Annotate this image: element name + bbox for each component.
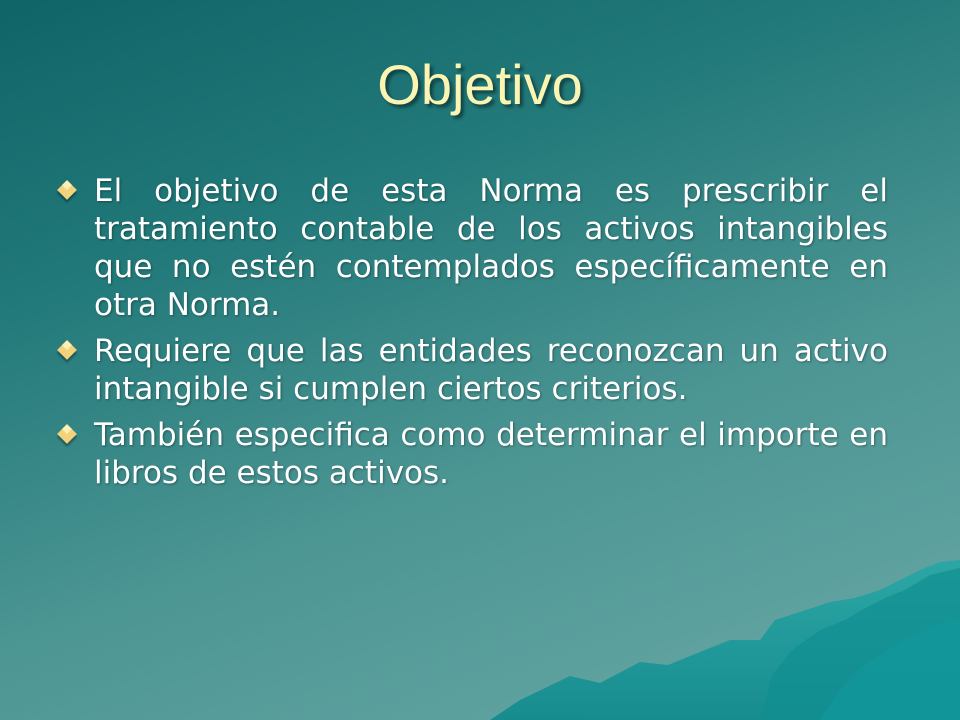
slide-title: Objetivo bbox=[377, 53, 583, 116]
diamond-bullet-icon bbox=[57, 180, 77, 200]
bullet-item bbox=[58, 416, 888, 492]
bullet-item bbox=[58, 332, 888, 408]
diamond-bullet-icon bbox=[57, 340, 77, 360]
bullet-list bbox=[58, 172, 888, 500]
bullet-text: También especifica como determinar el importe en libros de estos activos. bbox=[94, 417, 888, 491]
diamond-bullet-icon bbox=[57, 424, 77, 444]
bullet-text: Requiere que las entidades reconozcan un activo intangible si cumplen ciertos criterios. bbox=[94, 333, 888, 407]
bullet-text: El objetivo de esta Norma es prescribir el tratamiento contable de los activos intangibles que no estén contemplados específicamente en otra Norma. bbox=[94, 173, 888, 323]
bullet-item bbox=[58, 172, 888, 324]
